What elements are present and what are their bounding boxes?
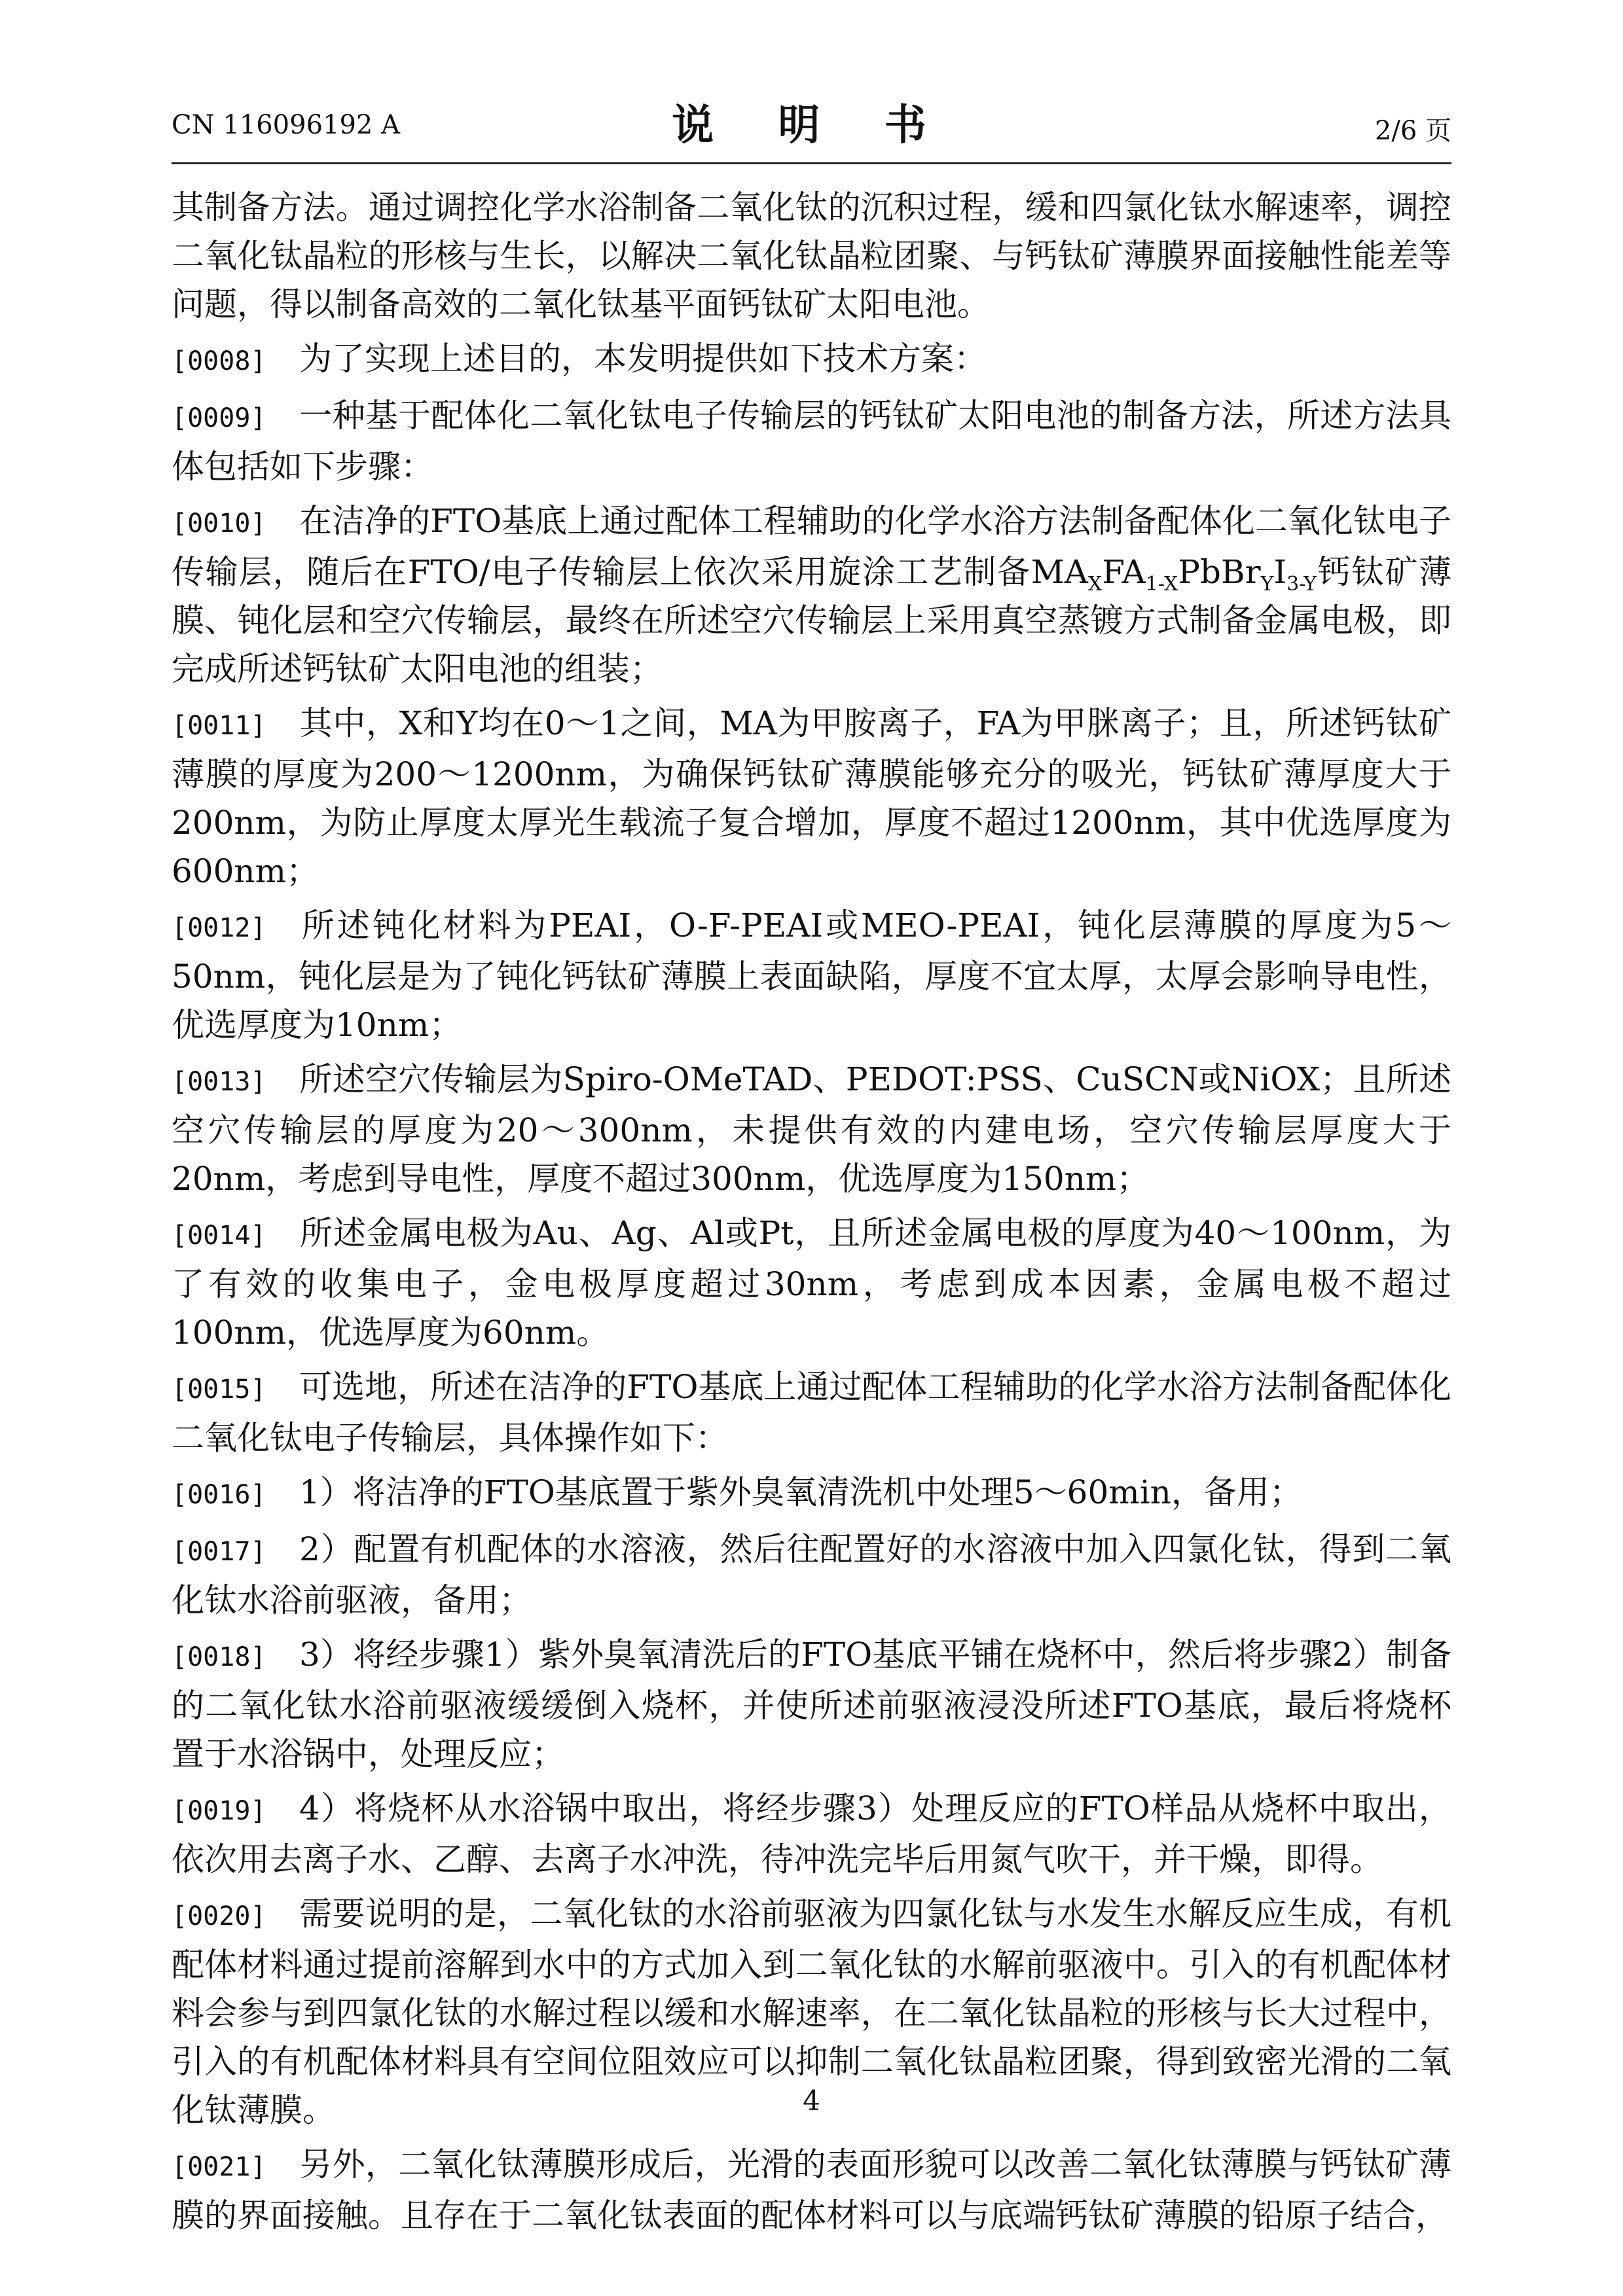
document-body	[172, 183, 1451, 2246]
paragraph-0015	[172, 1363, 1451, 1462]
paragraph-number: [0017]	[172, 1537, 266, 1567]
paragraph-0013	[172, 1055, 1451, 1203]
header-rule	[172, 162, 1451, 164]
page-number: 4	[803, 2085, 820, 2117]
paragraph-text: 2）配置有机配体的水溶液，然后往配置好的水溶液中加入四氯化钛，得到二氧化钛水浴前驱液，备用；	[172, 1530, 1451, 1619]
paragraph-0009	[172, 391, 1451, 491]
paragraph-number: [0015]	[172, 1374, 266, 1405]
paragraph-0012	[172, 901, 1451, 1049]
paragraph-0010	[172, 497, 1451, 693]
paragraph-text: 其中，X和Y均在0～1之间，MA为甲胺离子，FA为甲脒离子；且，所述钙钛矿薄膜的厚度为200～1200nm，为确保钙钛矿薄膜能够充分的吸光，钙钛矿薄厚度大于200nm，为防止厚度太厚光生载流子复合增加，厚度不超过1200nm，其中优选厚度为600nm；	[172, 704, 1451, 890]
formula-text: I	[1273, 553, 1287, 591]
paragraph-number: [0018]	[172, 1642, 266, 1672]
paragraph-number: [0009]	[172, 403, 266, 433]
paragraph-text: 所述钝化材料为PEAI，O-F-PEAI或MEO-PEAI，钝化层薄膜的厚度为5～50nm，钝化层是为了钝化钙钛矿薄膜上表面缺陷，厚度不宜太厚，太厚会影响导电性，优选厚度为10nm；	[172, 906, 1451, 1044]
paragraph-0011	[172, 699, 1451, 895]
paragraph-number: [0010]	[172, 509, 266, 539]
publication-number: CN 116096192 A	[172, 110, 400, 140]
paragraph-0019	[172, 1784, 1451, 1884]
paragraph-number: [0016]	[172, 1480, 266, 1510]
paragraph-text: 另外，二氧化钛薄膜形成后，光滑的表面形貌可以改善二氧化钛薄膜与钙钛矿薄膜的界面接触。且存在于二氧化钛表面的配体材料可以与底端钙钛矿薄膜的铅原子结合，	[172, 2145, 1451, 2234]
paragraph-text: 需要说明的是，二氧化钛的水浴前驱液为四氯化钛与水发生水解反应生成，有机配体材料通过提前溶解到水中的方式加入到二氧化钛的水解前驱液中。引入的有机配体材料会参与到四氯化钛的水解过程以缓和水解速率，在二氧化钛晶粒的形核与长大过程中，引入的有机配体材料具有空间位阻效应可以抑制二氧化钛晶粒团聚，得到致密光滑的二氧化钛薄膜。	[172, 1895, 1451, 2129]
paragraph-text: 其制备方法。通过调控化学水浴制备二氧化钛的沉积过程，缓和四氯化钛水解速率，调控二氧化钛晶粒的形核与生长，以解决二氧化钛晶粒团聚、与钙钛矿薄膜界面接触性能差等问题，得以制备高效的二氧化钛基平面钙钛矿太阳电池。	[172, 188, 1451, 323]
paragraph-text: 1）将洁净的FTO基底置于紫外臭氧清洗机中处理5～60min，备用；	[299, 1473, 1302, 1511]
paragraph-text: 可选地，所述在洁净的FTO基底上通过配体工程辅助的化学水浴方法制备配体化二氧化钛电子传输层，具体操作如下：	[172, 1368, 1451, 1457]
paragraph-0016	[172, 1468, 1451, 1519]
paragraph-text: 在洁净的FTO基底上通过配体工程辅助的化学水浴方法制备配体化二氧化钛电子传输层，随后在FTO/电子传输层上依次采用旋涂工艺制备MA	[172, 502, 1451, 591]
paragraph-0014	[172, 1209, 1451, 1357]
paragraph-number: [0019]	[172, 1796, 266, 1826]
paragraph-continuation	[172, 183, 1451, 329]
paragraph-number: [0021]	[172, 2152, 266, 2182]
paragraph-0008	[172, 334, 1451, 386]
formula-subscript: 3-Y	[1286, 573, 1317, 596]
page-header	[172, 92, 1451, 164]
page-indicator: 2/6 页	[1374, 116, 1451, 146]
formula-subscript: X	[1087, 573, 1103, 596]
paragraph-0018	[172, 1630, 1451, 1778]
paragraph-text: 4）将烧杯从水浴锅中取出，将经步骤3）处理反应的FTO样品从烧杯中取出，依次用去离子水、乙醇、去离子水冲洗，待冲洗完毕后用氮气吹干，并干燥，即得。	[172, 1789, 1451, 1878]
document-section-title: 说 明 书	[672, 101, 951, 150]
formula-text: PbBr	[1178, 553, 1261, 591]
paragraph-text: 所述空穴传输层为Spiro-OMeTAD、PEDOT:PSS、CuSCN或NiOX；且所述空穴传输层的厚度为20～300nm，未提供有效的内建电场，空穴传输层厚度大于20nm，考虑到导电性，厚度不超过300nm，优选厚度为150nm；	[172, 1060, 1451, 1198]
paragraph-number: [0013]	[172, 1067, 266, 1097]
paragraph-number: [0012]	[172, 913, 266, 943]
paragraph-number: [0014]	[172, 1221, 266, 1251]
paragraph-text: 钙钛矿薄膜、钝化层和空穴传输层，最终在所述空穴传输层上采用真空蒸镀方式制备金属电极，即完成所述钙钛矿太阳电池的组装；	[172, 553, 1451, 688]
paragraph-number: [0008]	[172, 346, 266, 376]
formula-text: FA	[1102, 553, 1146, 591]
paragraph-text: 3）将经步骤1）紫外臭氧清洗后的FTO基底平铺在烧杯中，然后将步骤2）制备的二氧化钛水浴前驱液缓缓倒入烧杯，并使所述前驱液浸没所述FTO基底，最后将烧杯置于水浴锅中，处理反应；	[172, 1636, 1451, 1773]
paragraph-0017	[172, 1525, 1451, 1624]
paragraph-text: 为了实现上述目的，本发明提供如下技术方案：	[299, 340, 987, 378]
formula-subscript: Y	[1260, 573, 1274, 596]
paragraph-number: [0011]	[172, 711, 266, 741]
paragraph-text: 所述金属电极为Au、Ag、Al或Pt，且所述金属电极的厚度为40～100nm，为了有效的收集电子，金电极厚度超过30nm，考虑到成本因素，金属电极不超过100nm，优选厚度为60nm。	[172, 1214, 1451, 1352]
paragraph-text: 一种基于配体化二氧化钛电子传输层的钙钛矿太阳电池的制备方法，所述方法具体包括如下步骤：	[172, 397, 1451, 486]
paragraph-number: [0020]	[172, 1901, 266, 1931]
formula-subscript: 1-X	[1145, 573, 1178, 596]
paragraph-0021	[172, 2140, 1451, 2240]
